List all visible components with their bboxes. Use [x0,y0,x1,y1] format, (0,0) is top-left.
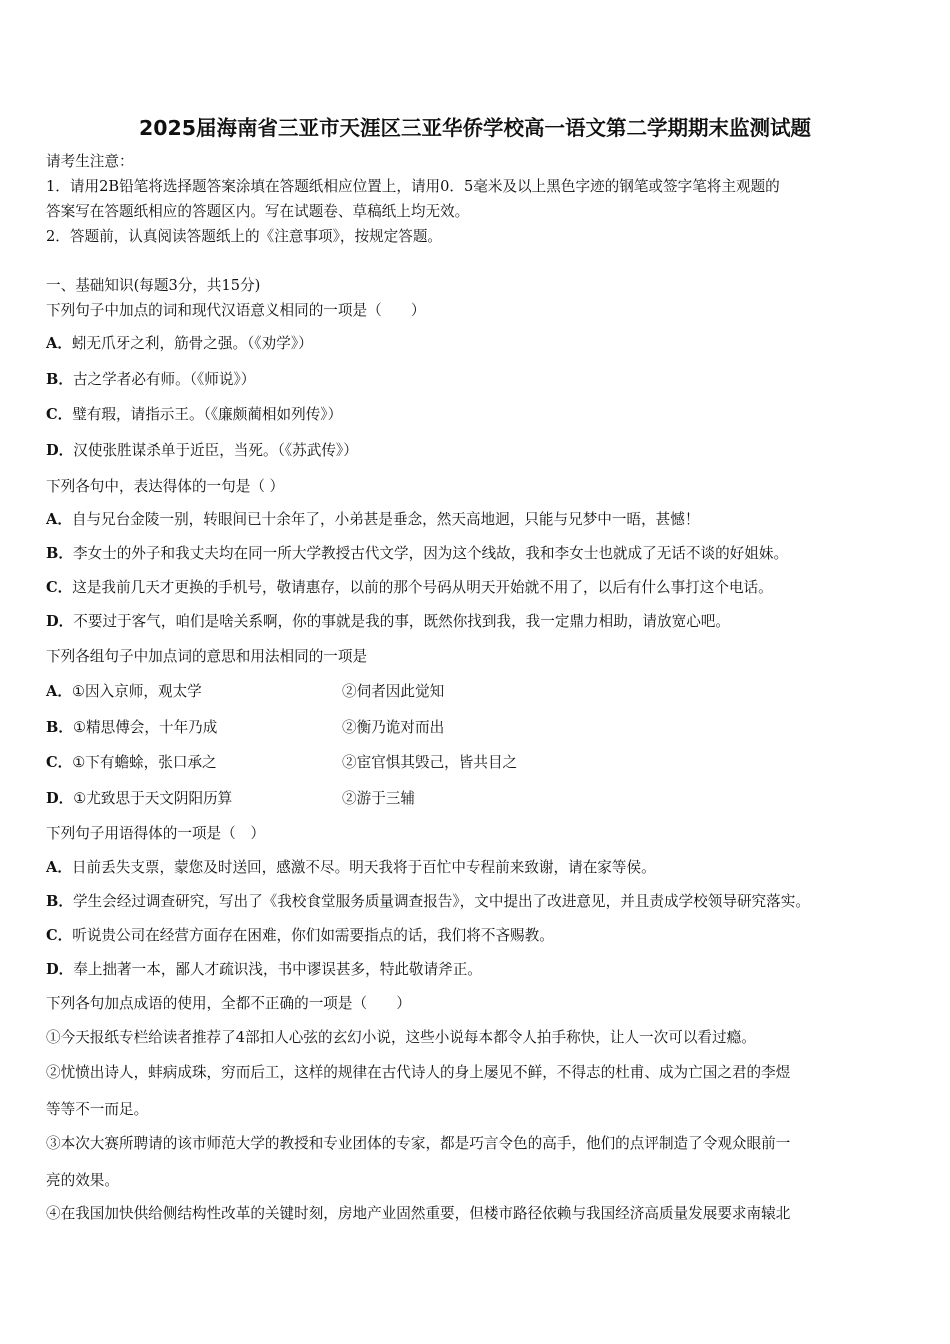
q5-sentence-2: ②忧愤出诗人，蚌病成珠，穷而后工，这样的规律在古代诗人的身上屡见不鲜，不得志的杜甫、成为亡国之君的李煜 [46,1064,791,1081]
q3-option-c-2: ②宦官惧其毁己，皆共目之 [342,754,518,771]
q5-sentence-3-cont: 亮的效果。 [46,1172,119,1189]
q1-option-a: A．蚓无爪牙之利，筋骨之强。（《劝学》） [46,335,313,352]
q1-option-d: D．汉使张胜谋杀单于近臣，当死。（《苏武传》） [46,442,358,459]
option-letter: C． [46,927,73,944]
q2-option-a: A．自与兄台金陵一别，转眼间已十余年了，小弟甚是垂念，然天高地迥，只能与兄梦中一晤，甚憾！ [46,511,700,528]
option-letter: B． [46,893,73,910]
q2-option-b: B．李女士的外子和我丈夫均在同一所大学教授古代文学，因为这个线故，我和李女士也就成了无话不谈的好姐妹。 [46,545,789,562]
option-letter: D． [46,613,74,630]
option-letter: A． [46,335,72,352]
notice-line-1: 1．请用2B铅笔将选择题答案涂填在答题纸相应位置上，请用0．5毫米及以上黑色字迹的钢笔或签字笔将主观题的 [46,178,780,195]
option-letter: D． [46,790,74,807]
q4-option-b: B．学生会经过调查研究，写出了《我校食堂服务质量调查报告》，文中提出了改进意见，并且责成学校领导研究落实。 [46,893,810,910]
option-letter: C． [46,754,73,771]
option-letter: C． [46,579,73,596]
q5-sentence-1: ①今天报纸专栏给读者推荐了4部扣人心弦的玄幻小说，这些小说每本都令人拍手称快，让人一次可以看过瘾。 [46,1029,756,1046]
option-letter: A． [46,683,72,700]
option-letter: B． [46,371,73,388]
option-letter: D． [46,442,74,459]
q3-row-b [46,718,906,738]
notice-heading: 请考生注意： [46,153,134,170]
q3-option-d-1: D．①尤致思于天文阴阳历算 [46,790,233,807]
option-letter: C． [46,406,73,423]
q3-row-c [46,753,906,773]
page-title: 2025届海南省三亚市天涯区三亚华侨学校高一语文第二学期期末监测试题 [138,116,812,140]
q5-sentence-4: ④在我国加快供给侧结构性改革的关键时刻，房地产业固然重要，但楼市路径依赖与我国经济高质量发展要求南辕北 [46,1205,791,1222]
q4-option-a: A．日前丢失支票，蒙您及时送回，感激不尽。明天我将于百忙中专程前来致谢，请在家等侯。 [46,859,656,876]
q3-option-d-2: ②游于三辅 [342,790,415,807]
q1-option-b: B．古之学者必有师。（《师说》） [46,371,256,388]
notice-line-1b: 答案写在答题纸相应的答题区内。写在试题卷、草稿纸上均无效。 [46,203,470,220]
notice-line-2: 2．答题前，认真阅读答题纸上的《注意事项》，按规定答题。 [46,228,443,245]
q2-stem: 下列各句中，表达得体的一句是（ ） [46,478,285,495]
option-letter: B． [46,719,73,736]
q5-sentence-2-cont: 等等不一而足。 [46,1101,149,1118]
q4-option-d: D．奉上拙著一本，鄙人才疏识浅，书中谬误甚多，特此敬请斧正。 [46,961,482,978]
q4-option-c: C．听说贵公司在经营方面存在困难，你们如需要指点的话，我们将不吝赐教。 [46,927,554,944]
q3-stem: 下列各组句子中加点词的意思和用法相同的一项是 [46,648,368,665]
option-letter: D． [46,961,74,978]
q5-sentence-3: ③本次大赛所聘请的该市师范大学的教授和专业团体的专家，都是巧言令色的高手，他们的点评制造了令观众眼前一 [46,1135,791,1152]
q3-option-b-1: B．①精思傅会，十年乃成 [46,719,218,736]
q4-stem: 下列句子用语得体的一项是（ ） [46,825,265,842]
q5-stem: 下列各句加点成语的使用，全都不正确的一项是（ ） [46,995,411,1012]
q3-row-d [46,789,906,809]
q3-option-c-1: C．①下有蟾蜍，张口承之 [46,754,217,771]
q3-row-a [46,682,906,702]
option-letter: A． [46,859,72,876]
q3-option-a-2: ②伺者因此觉知 [342,683,445,700]
q2-option-d: D．不要过于客气，咱们是啥关系啊，你的事就是我的事，既然你找到我，我一定鼎力相助，请放宽心吧。 [46,613,730,630]
q3-option-a-1: A．①因入京师，观太学 [46,683,202,700]
q2-option-c: C．这是我前几天才更换的手机号，敬请惠存，以前的那个号码从明天开始就不用了，以后有什么事打这个电话。 [46,579,773,596]
section-heading: 一、基础知识(每题3分，共15分) [46,277,261,294]
option-letter: A． [46,511,72,528]
q3-option-b-2: ②衡乃诡对而出 [342,719,445,736]
q1-stem: 下列句子中加点的词和现代汉语意义相同的一项是（ ） [46,302,426,319]
q1-option-c: C．璧有瑕，请指示王。（《廉颇蔺相如列传》） [46,406,343,423]
option-letter: B． [46,545,73,562]
